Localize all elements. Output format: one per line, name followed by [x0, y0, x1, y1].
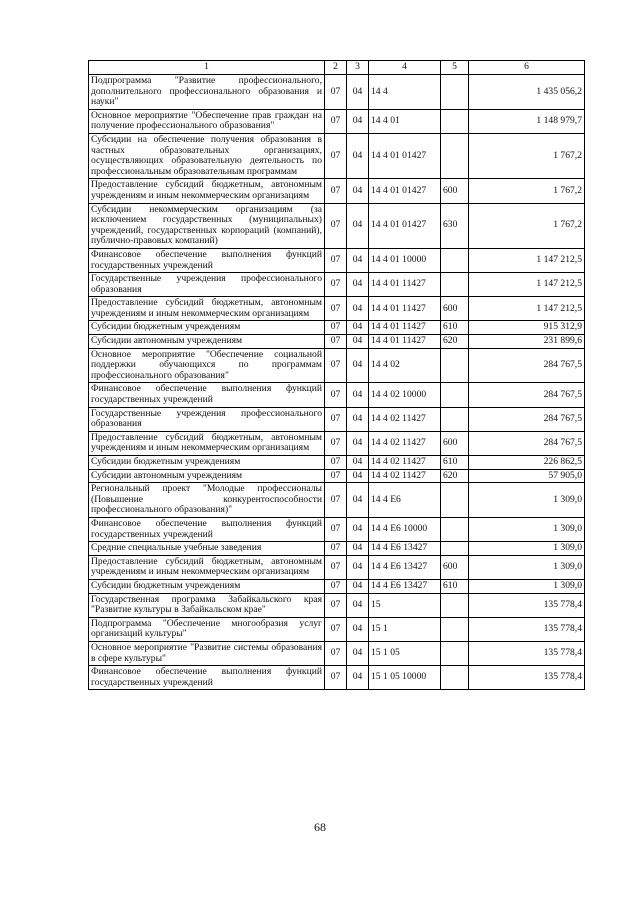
row-section: 07	[325, 542, 347, 556]
row-section: 07	[325, 469, 347, 483]
row-name: Субсидии автономным учреждениям	[89, 469, 325, 483]
row-subsection: 04	[347, 666, 369, 690]
row-section: 07	[325, 321, 347, 335]
row-expense-type: 630	[441, 203, 469, 248]
row-subsection: 04	[347, 483, 369, 518]
row-amount: 1 435 056,2	[469, 75, 585, 110]
row-amount: 284 767,5	[469, 407, 585, 431]
table-row	[89, 248, 585, 272]
row-expense-type	[441, 109, 469, 133]
row-name: Финансовое обеспечение выполнения функций государственных учреждений	[89, 248, 325, 272]
header-col-6: 6	[469, 61, 585, 75]
row-section: 07	[325, 456, 347, 470]
row-target-article: 14 4 02 11427	[369, 431, 441, 455]
row-name: Финансовое обеспечение выполнения функций государственных учреждений	[89, 517, 325, 541]
row-expense-type	[441, 248, 469, 272]
row-expense-type: 620	[441, 469, 469, 483]
row-amount: 1 767,2	[469, 203, 585, 248]
row-amount: 284 767,5	[469, 431, 585, 455]
row-section: 07	[325, 666, 347, 690]
table-row	[89, 469, 585, 483]
row-section: 07	[325, 179, 347, 203]
row-amount: 1 309,0	[469, 579, 585, 593]
row-target-article: 14 4 E6 13427	[369, 555, 441, 579]
row-amount: 1 309,0	[469, 542, 585, 556]
row-name: Государственные учреждения профессионального образования	[89, 407, 325, 431]
row-expense-type: 610	[441, 321, 469, 335]
row-name: Подпрограмма "Обеспечение многообразия услуг организаций культуры"	[89, 617, 325, 641]
row-subsection: 04	[347, 542, 369, 556]
table-row	[89, 335, 585, 349]
row-subsection: 04	[347, 517, 369, 541]
row-subsection: 04	[347, 297, 369, 321]
row-section: 07	[325, 248, 347, 272]
row-amount: 284 767,5	[469, 383, 585, 407]
row-name: Предоставление субсидий бюджетным, автономным учреждениям и иным некоммерческим организациям	[89, 179, 325, 203]
row-subsection: 04	[347, 273, 369, 297]
row-subsection: 04	[347, 203, 369, 248]
row-amount: 1 767,2	[469, 179, 585, 203]
row-expense-type	[441, 75, 469, 110]
table-row	[89, 75, 585, 110]
row-section: 07	[325, 617, 347, 641]
row-subsection: 04	[347, 109, 369, 133]
row-subsection: 04	[347, 321, 369, 335]
table-body	[89, 75, 585, 690]
row-section: 07	[325, 579, 347, 593]
row-expense-type: 620	[441, 335, 469, 349]
row-section: 07	[325, 483, 347, 518]
row-subsection: 04	[347, 456, 369, 470]
row-expense-type	[441, 348, 469, 383]
header-col-3: 3	[347, 61, 369, 75]
row-subsection: 04	[347, 407, 369, 431]
row-subsection: 04	[347, 593, 369, 617]
row-section: 07	[325, 133, 347, 178]
row-name: Государственные учреждения профессионального образования	[89, 273, 325, 297]
row-expense-type: 600	[441, 555, 469, 579]
row-target-article: 14 4 E6 10000	[369, 517, 441, 541]
row-expense-type: 600	[441, 431, 469, 455]
row-name: Субсидии бюджетным учреждениям	[89, 456, 325, 470]
row-name: Основное мероприятие "Развитие системы образования в сфере культуры"	[89, 641, 325, 665]
row-expense-type	[441, 483, 469, 518]
row-name: Подпрограмма "Развитие профессионального, дополнительного профессионального образования и науки"	[89, 75, 325, 110]
row-target-article: 15 1 05 10000	[369, 666, 441, 690]
row-section: 07	[325, 273, 347, 297]
row-subsection: 04	[347, 75, 369, 110]
row-target-article: 14 4	[369, 75, 441, 110]
table-row	[89, 666, 585, 690]
row-subsection: 04	[347, 431, 369, 455]
table-row	[89, 542, 585, 556]
row-amount: 1 309,0	[469, 483, 585, 518]
row-target-article: 14 4 01 01427	[369, 179, 441, 203]
row-subsection: 04	[347, 248, 369, 272]
row-amount: 231 899,6	[469, 335, 585, 349]
row-amount: 1 767,2	[469, 133, 585, 178]
row-section: 07	[325, 517, 347, 541]
page-number: 68	[314, 820, 326, 834]
row-expense-type	[441, 273, 469, 297]
table-row	[89, 483, 585, 518]
row-target-article: 14 4 02	[369, 348, 441, 383]
budget-table	[88, 60, 585, 690]
row-name: Предоставление субсидий бюджетным, автономным учреждениям и иным некоммерческим организациям	[89, 297, 325, 321]
row-name: Субсидии бюджетным учреждениям	[89, 579, 325, 593]
row-section: 07	[325, 335, 347, 349]
table-row	[89, 348, 585, 383]
row-expense-type	[441, 542, 469, 556]
table-row	[89, 617, 585, 641]
row-expense-type	[441, 517, 469, 541]
row-subsection: 04	[347, 335, 369, 349]
row-name: Финансовое обеспечение выполнения функций государственных учреждений	[89, 666, 325, 690]
header-col-4: 4	[369, 61, 441, 75]
row-expense-type	[441, 641, 469, 665]
table-row	[89, 593, 585, 617]
row-name: Государственная программа Забайкальского края "Развитие культуры в Забайкальском крае"	[89, 593, 325, 617]
table-row	[89, 431, 585, 455]
row-amount: 1 309,0	[469, 555, 585, 579]
row-section: 07	[325, 383, 347, 407]
row-target-article: 14 4 01 11427	[369, 297, 441, 321]
table-row	[89, 383, 585, 407]
row-name: Субсидии автономным учреждениям	[89, 335, 325, 349]
row-amount: 135 778,4	[469, 617, 585, 641]
row-target-article: 14 4 E6 13427	[369, 542, 441, 556]
row-name: Субсидии бюджетным учреждениям	[89, 321, 325, 335]
row-amount: 135 778,4	[469, 593, 585, 617]
row-expense-type: 600	[441, 179, 469, 203]
row-target-article: 14 4 01 10000	[369, 248, 441, 272]
row-subsection: 04	[347, 469, 369, 483]
row-target-article: 14 4 01 11427	[369, 321, 441, 335]
row-name: Основное мероприятие "Обеспечение социальной поддержки обучающихся по программам профессионального образования"	[89, 348, 325, 383]
row-amount: 135 778,4	[469, 666, 585, 690]
row-amount: 284 767,5	[469, 348, 585, 383]
row-amount: 57 905,0	[469, 469, 585, 483]
row-target-article: 14 4 02 11427	[369, 456, 441, 470]
row-section: 07	[325, 641, 347, 665]
table-row	[89, 273, 585, 297]
row-target-article: 14 4 01 01427	[369, 203, 441, 248]
row-target-article: 14 4 02 11427	[369, 407, 441, 431]
row-section: 07	[325, 407, 347, 431]
row-section: 07	[325, 555, 347, 579]
row-target-article: 14 4 01	[369, 109, 441, 133]
row-name: Основное мероприятие "Обеспечение прав граждан на получение профессионального образования"	[89, 109, 325, 133]
row-target-article: 14 4 02 11427	[369, 469, 441, 483]
row-amount: 915 312,9	[469, 321, 585, 335]
row-amount: 135 778,4	[469, 641, 585, 665]
table-row	[89, 407, 585, 431]
row-section: 07	[325, 593, 347, 617]
row-subsection: 04	[347, 179, 369, 203]
header-col-2: 2	[325, 61, 347, 75]
row-subsection: 04	[347, 641, 369, 665]
row-expense-type	[441, 407, 469, 431]
row-expense-type	[441, 593, 469, 617]
table-row	[89, 203, 585, 248]
row-name: Средние специальные учебные заведения	[89, 542, 325, 556]
row-target-article: 14 4 E6 13427	[369, 579, 441, 593]
row-expense-type	[441, 666, 469, 690]
row-name: Предоставление субсидий бюджетным, автономным учреждениям и иным некоммерческим организациям	[89, 431, 325, 455]
row-expense-type: 600	[441, 297, 469, 321]
row-amount: 226 862,5	[469, 456, 585, 470]
row-expense-type	[441, 133, 469, 178]
row-section: 07	[325, 348, 347, 383]
table-row	[89, 641, 585, 665]
header-row	[89, 61, 585, 75]
row-target-article: 14 4 E6	[369, 483, 441, 518]
table-row	[89, 517, 585, 541]
row-subsection: 04	[347, 617, 369, 641]
table-row	[89, 109, 585, 133]
table-row	[89, 321, 585, 335]
row-target-article: 14 4 01 01427	[369, 133, 441, 178]
row-name: Субсидии на обеспечение получения образования в частных образовательных организациях, осуществляющих образовательную деятельность по профессиональным образовательным программам	[89, 133, 325, 178]
row-amount: 1 309,0	[469, 517, 585, 541]
row-target-article: 15	[369, 593, 441, 617]
row-target-article: 15 1 05	[369, 641, 441, 665]
row-target-article: 15 1	[369, 617, 441, 641]
row-amount: 1 148 979,7	[469, 109, 585, 133]
table-row	[89, 456, 585, 470]
row-target-article: 14 4 01 11427	[369, 335, 441, 349]
row-subsection: 04	[347, 348, 369, 383]
row-name: Финансовое обеспечение выполнения функций государственных учреждений	[89, 383, 325, 407]
row-subsection: 04	[347, 383, 369, 407]
row-expense-type: 610	[441, 579, 469, 593]
row-name: Предоставление субсидий бюджетным, автономным учреждениям и иным некоммерческим организациям	[89, 555, 325, 579]
row-name: Региональный проект "Молодые профессионалы (Повышение конкурентоспособности профессионального образования)"	[89, 483, 325, 518]
row-expense-type	[441, 383, 469, 407]
table-row	[89, 179, 585, 203]
header-col-1: 1	[89, 61, 325, 75]
row-section: 07	[325, 109, 347, 133]
row-section: 07	[325, 203, 347, 248]
row-section: 07	[325, 297, 347, 321]
row-target-article: 14 4 02 10000	[369, 383, 441, 407]
row-subsection: 04	[347, 579, 369, 593]
table-row	[89, 555, 585, 579]
row-expense-type: 610	[441, 456, 469, 470]
row-subsection: 04	[347, 133, 369, 178]
row-amount: 1 147 212,5	[469, 273, 585, 297]
row-name: Субсидии некоммерческим организациям (за исключением государственных (муниципальных) учреждений, государственных корпораций (компаний), публично-правовых компаний)	[89, 203, 325, 248]
row-target-article: 14 4 01 11427	[369, 273, 441, 297]
row-subsection: 04	[347, 555, 369, 579]
header-col-5: 5	[441, 61, 469, 75]
row-amount: 1 147 212,5	[469, 248, 585, 272]
table-row	[89, 133, 585, 178]
row-section: 07	[325, 431, 347, 455]
table-row	[89, 579, 585, 593]
row-amount: 1 147 212,5	[469, 297, 585, 321]
row-expense-type	[441, 617, 469, 641]
table-row	[89, 297, 585, 321]
row-section: 07	[325, 75, 347, 110]
